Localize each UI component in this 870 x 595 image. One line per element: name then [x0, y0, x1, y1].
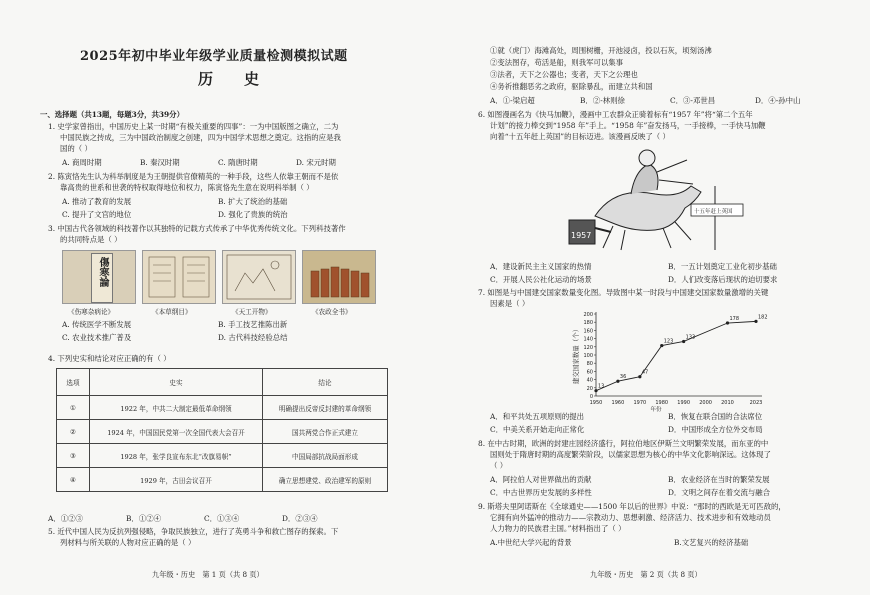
q3-option-a[interactable]: A. 传统医学不断发展: [62, 320, 132, 329]
q6-option-b[interactable]: B．一五计划奠定工业化初步基础: [668, 262, 777, 271]
subject-title: 历 史: [198, 70, 268, 88]
data-label: 133: [685, 334, 696, 341]
exam-title: 2025年初中毕业年级学业质量检测模拟试题: [80, 49, 348, 64]
cartoon-sign-label: 十五年赶上英国: [694, 209, 733, 215]
q8-option-b[interactable]: B．农业经济在当时的繁荣发展: [668, 475, 770, 484]
q1-option-a[interactable]: A. 商周时期: [62, 158, 102, 167]
q1-stem-line: 1. 史学家曾指出，中国历史上某一时期“有极关重要的四事”：一为中国版图之确立，二为: [48, 122, 339, 131]
table-cell: 中国局部抗战局面形成: [263, 444, 388, 468]
q6-stem-line: 计划”的接力棒交到“1958 年”手上。“1958 年”奋发扬马，一手接棒，一手快马加鞭: [490, 121, 766, 130]
table-cell: 1929 年，古田会议召开: [90, 468, 263, 492]
book-image-nongzheng: [302, 250, 376, 304]
book-image-tiangong: [222, 250, 296, 304]
y-tick-label: 40: [586, 377, 593, 384]
caption-shanghan: 《伤寒杂病论》: [68, 308, 115, 316]
q1-stem-line: 中国民族之抟成，三为中国政治制度之创建，四为中国学术思想之奠定。这指的应是我: [60, 133, 341, 142]
table-header: 结论: [263, 369, 388, 396]
cartoon-illustration: [565, 146, 745, 254]
table-cell: ③: [57, 444, 90, 468]
page-2: [470, 0, 865, 595]
data-label: 36: [619, 374, 627, 381]
y-tick-label: 180: [583, 320, 593, 327]
x-tick-label: 1990: [677, 400, 691, 406]
y-tick-label: 80: [586, 361, 593, 368]
table-cell: ①: [57, 396, 90, 420]
q6-stem-line: 6. 如图漫画名为《快马加鞭》，漫画中工农群众正骑着标有“1957 年”将“第二个五年: [478, 110, 753, 119]
book-image-shanghan: [62, 250, 136, 304]
y-tick-label: 20: [586, 385, 593, 392]
y-tick-label: 60: [586, 369, 593, 376]
x-axis-label: 年份: [650, 407, 662, 412]
x-tick-label: 2000: [699, 400, 712, 406]
q4-option-a[interactable]: A．①②③: [48, 514, 83, 523]
q8-option-a[interactable]: A．阿拉伯人对世界做出的贡献: [490, 475, 592, 484]
y-tick-label: 140: [583, 336, 593, 343]
q5-option-d[interactable]: D．④-孙中山: [755, 96, 801, 105]
table-header: 史实: [90, 369, 263, 396]
q2-option-b[interactable]: B. 扩大了统治的基础: [218, 197, 288, 206]
table-cell: ④: [57, 468, 90, 492]
table-header: 选项: [57, 369, 90, 396]
q2-stem-line: 2. 陈寅恪先生认为科举制度是为王朝提供官僚精英的一种手段，这些人依靠王朝而不是依: [48, 172, 339, 181]
x-tick-label: 2023: [749, 400, 763, 406]
table-row: [57, 396, 388, 420]
table-cell: ②: [57, 420, 90, 444]
q1-stem-line: 国的（ ）: [60, 144, 92, 153]
table-row: [57, 420, 388, 444]
x-tick-label: 2010: [721, 400, 734, 406]
footer-page-1: 九年级・历史 第 1 页（共 8 页）: [152, 570, 264, 579]
q8-stem-line: 8. 在中古时期，欧洲的封建庄园经济盛行，阿拉伯地区伊斯兰文明繁荣发展，而东亚的中: [478, 439, 769, 448]
table-cell: 明确提出反帝反封建的革命纲领: [263, 396, 388, 420]
table-cell: 1928 年，张学良宣布东北“改旗易帜”: [90, 444, 263, 468]
q3-option-b[interactable]: B. 手工技艺推陈出新: [218, 320, 288, 329]
q3-option-c[interactable]: C. 农业技术推广普及: [62, 333, 132, 342]
y-tick-label: 100: [583, 353, 593, 359]
q6-stem-line: 向着“十五年赶上英国”的目标迈进。该漫画反映了（ ）: [490, 132, 670, 141]
x-tick-label: 1970: [633, 400, 647, 406]
book-cover-title: 傷寒論: [97, 257, 108, 287]
q5-stem-line: 5. 近代中国人民为反抗列强侵略，争取民族独立，进行了英勇斗争和救亡图存的探索。下: [48, 527, 339, 536]
q4-table: [56, 368, 388, 492]
q4-option-b[interactable]: B．①②④: [126, 514, 161, 523]
q5-material: ④务祈推翻恶劣之政府，驱除暴乱，而建立共和国: [490, 82, 653, 91]
q3-option-d[interactable]: D. 古代科技经验总结: [218, 333, 288, 342]
q7-stem-line: 因素是（ ）: [490, 299, 530, 308]
cartoon-horse-rider: [565, 146, 745, 254]
q5-material: ②变法图存，苟活是船，则我军可以集事: [490, 58, 624, 67]
q5-option-c[interactable]: C．③-邓世昌: [670, 96, 716, 105]
data-label: 178: [729, 316, 740, 323]
cartoon-year-label: 1957: [571, 231, 592, 240]
q7-option-a[interactable]: A．和平共处五项原则的提出: [490, 412, 585, 421]
table-cell: 1924 年，中国国民党第一次全国代表大会召开: [90, 420, 263, 444]
diplomacy-chart: [566, 308, 776, 412]
q8-option-c[interactable]: C．中古世界历史发展的多样性: [490, 488, 592, 497]
data-label: 123: [663, 338, 674, 345]
q5-material: ①就（虎门）海滩高处，周围树栅，开池浸卤，投以石灰，顷刻汤沸: [490, 46, 712, 55]
q2-option-a[interactable]: A. 推动了教育的发展: [62, 197, 132, 206]
q8-option-d[interactable]: D．文明之间存在着交流与融合: [668, 488, 771, 497]
y-tick-label: 120: [583, 344, 593, 351]
series-line: [596, 321, 756, 390]
section-heading: 一、选择题（共13题，每题3分，共39分）: [40, 110, 184, 119]
q4-option-d[interactable]: D．②③④: [282, 514, 318, 523]
q8-stem-line: （ ）: [490, 461, 508, 470]
table-row: [57, 468, 388, 492]
page-1: [40, 0, 435, 595]
x-tick-label: 1960: [611, 400, 625, 406]
q7-stem-line: 7. 如图是与中国建交国家数量变化图。导致图中某一时段与中国建交国家数量激增的关键: [478, 288, 769, 297]
y-tick-label: 200: [583, 312, 593, 318]
q2-stem-line: 靠高贵的世系和世袭的特权取得地位和权力，陈寅恪先生意在说明科举制（ ）: [60, 183, 314, 192]
q5-stem-line: 列材料与所关联的人物对应正确的是（ ）: [60, 538, 196, 547]
q6-option-a[interactable]: A．建设新民主主义国家的热情: [490, 262, 592, 271]
q6-option-c[interactable]: C．开展人民公社化运动的场景: [490, 275, 592, 284]
q5-material: ③法者，天下之公器也；变者，天下之公理也: [490, 70, 638, 79]
q9-stem-line: 9. 斯塔夫里阿诺斯在《全球通史——1500 年以后的世界》中说：“那时的西欧是无可匹敌的，: [478, 502, 786, 511]
data-label: 182: [758, 314, 768, 321]
y-axis-label: 建交国家数量（个）: [572, 325, 580, 385]
q2-option-d[interactable]: D. 强化了贵族的统治: [218, 210, 288, 219]
q8-stem-line: 国则处于隋唐时期的高度繁荣阶段，以儒家思想为核心的中华文化影响深远。这体现了: [490, 450, 771, 459]
x-tick-label: 1950: [589, 400, 603, 406]
q4-option-c[interactable]: C．①③④: [204, 514, 240, 523]
table-cell: 确立思想建党、政治建军的原则: [263, 468, 388, 492]
data-label: 47: [641, 369, 649, 376]
q1-option-b[interactable]: B. 秦汉时期: [140, 158, 180, 167]
caption-bencao: 《本草纲目》: [152, 308, 192, 316]
q9-option-a[interactable]: A.中世纪大学兴起的背景: [490, 538, 572, 547]
x-tick-label: 1980: [655, 400, 669, 406]
q9-stem-line: 它拥有向外猛冲的推动力——宗教动力、思想刺激、经济活力、技术进步和有效地动员: [490, 513, 771, 522]
y-tick-label: 0: [589, 394, 593, 400]
q5-option-a[interactable]: A．①-梁启超: [490, 96, 535, 105]
q6-option-d[interactable]: D．人们改变落后现状的迫切要求: [668, 275, 778, 284]
table-cell: 国共两党合作正式建立: [263, 420, 388, 444]
q1-option-d[interactable]: D. 宋元时期: [296, 158, 336, 167]
table-row: [57, 444, 388, 468]
data-label: 13: [598, 383, 605, 390]
book-image-bencao: [142, 250, 216, 304]
q7-option-b[interactable]: B．恢复在联合国的合法席位: [668, 412, 763, 421]
footer-page-2: 九年级・历史 第 2 页（共 8 页）: [590, 570, 702, 579]
q9-stem-line: 人力物力的民族君主国。”材料指出了（ ）: [490, 524, 626, 533]
q7-option-c[interactable]: C．中美关系开始走向正常化: [490, 425, 585, 434]
q3-stem-line: 3. 中国古代各领域的科技著作以其独特的记载方式传承了中华优秀传统文化。下列科技著作: [48, 224, 346, 233]
q5-option-b[interactable]: B．②-林则徐: [580, 96, 625, 105]
caption-tiangong: 《天工开物》: [232, 308, 272, 316]
q4-stem: 4. 下列史实和结论对应正确的有（ ）: [48, 354, 171, 363]
caption-nongzheng: 《农政全书》: [312, 308, 352, 316]
table-cell: 1922 年，中共二大制定最低革命纲领: [90, 396, 263, 420]
y-tick-label: 160: [583, 328, 593, 335]
q9-option-b[interactable]: B.文艺复兴的经济基础: [674, 538, 749, 547]
q2-option-c[interactable]: C. 提升了文官的地位: [62, 210, 132, 219]
q7-option-d[interactable]: D．中国形成全方位外交布局: [668, 425, 763, 434]
chart-canvas: [566, 308, 776, 412]
q1-option-c[interactable]: C. 隋唐时期: [218, 158, 258, 167]
q3-stem-line: 的共同特点是（ ）: [60, 235, 122, 244]
